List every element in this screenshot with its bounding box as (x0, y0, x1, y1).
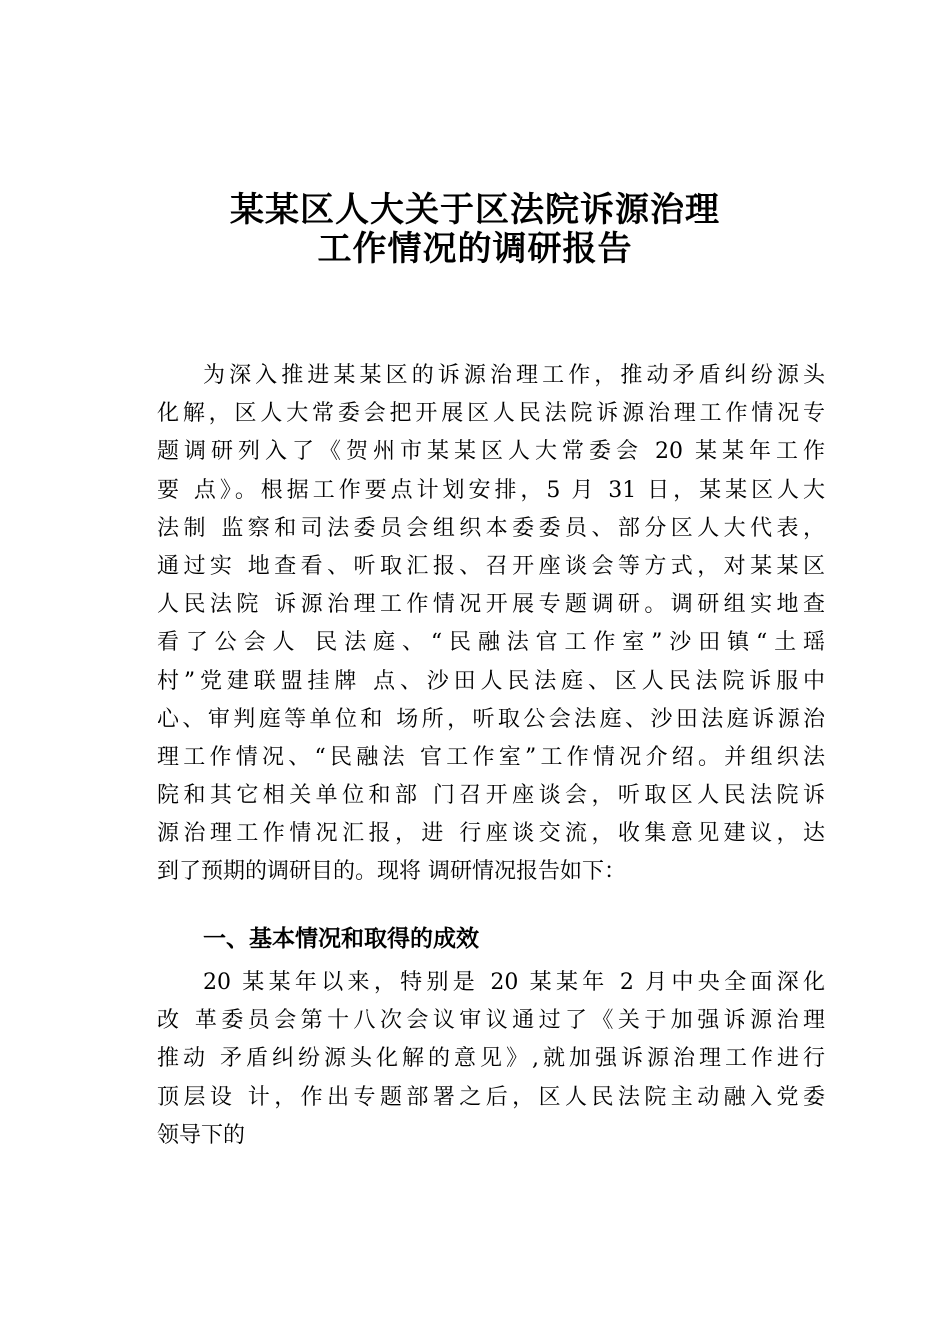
text-line: 通过实 地查看、听取汇报、召开座谈会等方式，对某某区 (157, 553, 825, 579)
text-line: 看了公会人 民法庭、“民融法官工作室”沙田镇“土瑶 (157, 630, 825, 656)
text-line: 村”党建联盟挂牌 点、沙田人民法庭、区人民法院诉服中 (157, 668, 825, 694)
text-line: 题调研列入了《贺州市某某区人大常委会 20 某某年工作 (157, 439, 825, 465)
text-line: 人民法院 诉源治理工作情况开展专题调研。调研组实地查 (157, 592, 825, 618)
text-line: 要 点》。根据工作要点计划安排，5 月 31 日，某某区人大 (157, 477, 825, 503)
text-line: 法制 监察和司法委员会组织本委委员、部分区人大代表， (157, 515, 825, 541)
text-line: 20 某某年以来，特别是 20 某某年 2 月中央全面深化 (203, 970, 825, 995)
text-line: 院和其它相关单位和部 门召开座谈会，听取区人民法院诉 (157, 783, 825, 809)
section-heading: 一、基本情况和取得的成效 (203, 926, 479, 952)
text-line: 领导下的 (157, 1122, 246, 1148)
section-1-paragraph (157, 964, 825, 1155)
text-line: 推动 矛盾纠纷源头化解的意见》,就加强诉源治理工作进行 (157, 1046, 825, 1072)
text-line: 心、审判庭等单位和 场所，听取公会法庭、沙田法庭诉源治 (157, 706, 825, 732)
document-title-line-2: 工作情况的调研报告 (317, 229, 633, 269)
text-line: 源治理工作情况汇报，进 行座谈交流，收集意见建议，达 (157, 821, 825, 847)
text-line: 为深入推进某某区的诉源治理工作，推动矛盾纠纷源头 (203, 363, 825, 388)
document-title-line-1: 某某区人大关于区法院诉源治理 (230, 190, 720, 230)
text-line: 顶层设 计，作出专题部署之后，区人民法院主动融入党委 (157, 1084, 825, 1110)
text-line: 到了预期的调研目的。现将 调研情况报告如下： (157, 859, 626, 885)
intro-paragraph (157, 357, 825, 892)
text-line: 理工作情况、“民融法 官工作室”工作情况介绍。并组织法 (157, 744, 825, 770)
text-line: 改 革委员会第十八次会议审议通过了《关于加强诉源治理 (157, 1008, 825, 1034)
text-line: 化解，区人大常委会把开展区人民法院诉源治理工作情况专 (157, 401, 825, 427)
